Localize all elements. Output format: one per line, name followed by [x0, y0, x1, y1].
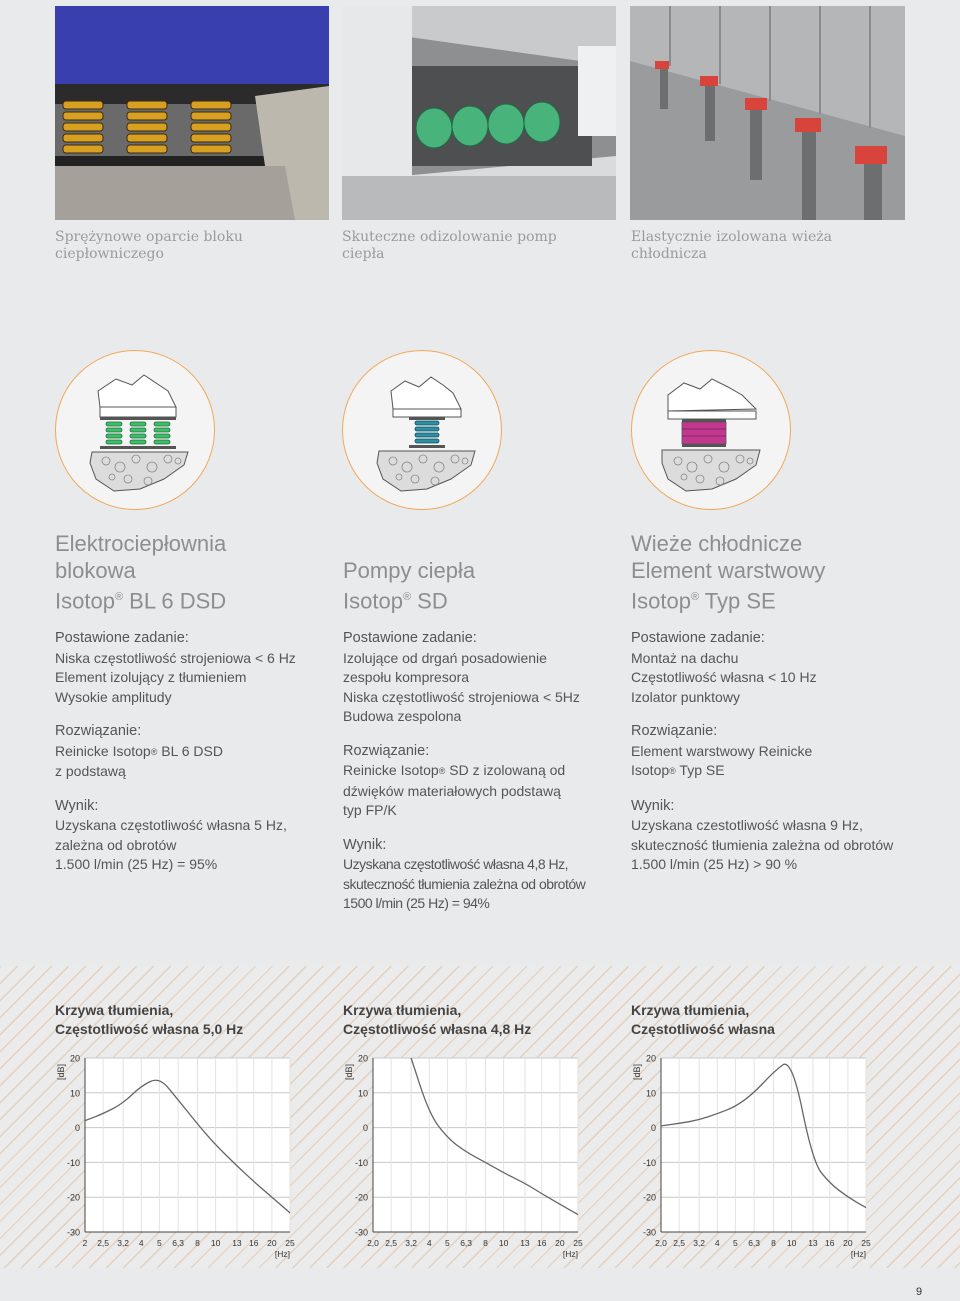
y-tick-label: 20	[645, 1053, 656, 1064]
damping-chart-2	[338, 1050, 588, 1260]
x-tick-label: 2,0	[367, 1238, 379, 1248]
y-tick-label: 20	[357, 1053, 368, 1064]
x-tick-label: 6,3	[748, 1238, 761, 1248]
x-axis-unit: [Hz]	[850, 1249, 866, 1259]
x-tick-label: 16	[249, 1238, 259, 1248]
x-tick-label: 8	[195, 1238, 200, 1248]
x-tick-label: 20	[267, 1238, 277, 1248]
x-tick-label: 13	[808, 1238, 818, 1248]
photo-heat-pumps	[342, 6, 616, 220]
photo-spring-support	[55, 6, 329, 220]
column-title: Wieże chłodnicze Element warstwowy Isotop® Typ SE	[631, 530, 826, 613]
x-tick-label: 6,3	[172, 1238, 185, 1248]
diagram-se-element	[631, 350, 791, 510]
solution-heading: Rozwiązanie:	[631, 723, 718, 739]
y-tick-label: -10	[354, 1157, 368, 1168]
x-tick-label: 8	[771, 1238, 776, 1248]
task-text: Montaż na dachu Częstotliwość własna < 10 Hz Izolator punktowy	[631, 649, 817, 705]
x-tick-label: 25	[573, 1238, 583, 1248]
x-tick-label: 3,2	[117, 1238, 130, 1248]
x-tick-label: 25	[861, 1238, 871, 1248]
y-tick-label: -10	[66, 1157, 80, 1168]
solution-heading: Rozwiązanie:	[343, 742, 430, 759]
x-tick-label: 8	[483, 1238, 488, 1248]
x-tick-label: 16	[537, 1238, 547, 1248]
y-tick-label: -20	[66, 1192, 80, 1203]
damping-chart-1	[50, 1050, 300, 1260]
x-tick-label: 4	[426, 1238, 432, 1248]
x-tick-label: 3,2	[405, 1238, 418, 1248]
result-heading: Wynik:	[343, 836, 387, 853]
x-tick-label: 10	[210, 1238, 221, 1248]
column-chp-plant	[55, 531, 345, 875]
x-axis-unit: [Hz]	[562, 1249, 578, 1259]
diagram-spring-element	[55, 350, 215, 510]
solution-text: Element warstwowy Reinicke Isotop® Typ SE	[631, 742, 813, 778]
column-cooling-towers	[631, 531, 921, 875]
solution-text: Reinicke Isotop® BL 6 DSD z podstawą	[55, 742, 223, 779]
chart-title-3: Krzywa tłumienia, Częstotliwość własna	[631, 1002, 775, 1037]
x-tick-label: 6,3	[460, 1238, 473, 1248]
x-tick-label: 16	[825, 1238, 835, 1248]
x-tick-label: 10	[786, 1238, 797, 1248]
result-text: Uzyskana częstotliwość własna 5 Hz, zależna od obrotów 1.500 l/min (25 Hz) = 95%	[55, 817, 287, 872]
task-text: Niska częstotliwość strojeniowa < 6 Hz Element izolujący z tłumieniem Wysokie amplitudy	[55, 649, 296, 705]
x-tick-label: 4	[714, 1238, 720, 1248]
chart-title-1: Krzywa tłumienia, Częstotliwość własna 5,0 Hz	[55, 1002, 244, 1037]
x-tick-label: 5	[445, 1238, 450, 1248]
column-heat-pumps	[343, 531, 633, 914]
y-tick-label: 0	[650, 1123, 656, 1134]
result-text: Uzyskana czestotliwość własna 9 Hz, skuteczność tłumienia zależna od obrotów 1.500 l/min (25 Hz) > 90 %	[631, 817, 894, 872]
photo-cooling-tower	[630, 6, 905, 220]
y-tick-label: 20	[69, 1053, 80, 1064]
chart-plot-area	[85, 1058, 290, 1232]
y-axis-label: [dB]	[632, 1063, 642, 1081]
x-tick-label: 2,0	[655, 1238, 667, 1248]
result-heading: Wynik:	[631, 797, 675, 814]
x-axis-unit: [Hz]	[274, 1249, 290, 1259]
x-tick-label: 25	[285, 1238, 295, 1248]
x-tick-label: 13	[232, 1238, 242, 1248]
y-tick-label: 0	[362, 1123, 368, 1134]
x-tick-label: 5	[733, 1238, 738, 1248]
x-tick-label: 2,5	[385, 1238, 398, 1248]
x-tick-label: 3,2	[693, 1238, 706, 1248]
chart-plot-area	[661, 1058, 866, 1232]
x-tick-label: 2	[82, 1238, 88, 1248]
y-tick-label: -30	[354, 1227, 368, 1238]
y-tick-label: 10	[357, 1088, 368, 1099]
x-tick-label: 5	[157, 1238, 162, 1248]
y-axis-label: [dB]	[344, 1063, 354, 1081]
x-tick-label: 4	[138, 1238, 144, 1248]
x-tick-label: 20	[843, 1238, 853, 1248]
x-tick-label: 10	[498, 1238, 509, 1248]
x-tick-label: 13	[520, 1238, 530, 1248]
result-text: Uzyskana częstotliwość własna 4,8 Hz, skuteczność tłumienia zależna od obrotów 1500 l/min (25 Hz) = 94%	[343, 856, 586, 911]
x-tick-label: 2,5	[97, 1238, 110, 1248]
y-tick-label: -10	[642, 1157, 656, 1168]
y-tick-label: -20	[642, 1192, 656, 1203]
chart-title-2: Krzywa tłumienia, Częstotliwość własna 4,8 Hz	[343, 1002, 532, 1037]
solution-text: Reinicke Isotop® SD z izolowaną od dźwięków materiałowych podstawą typ FP/K	[343, 762, 566, 818]
x-tick-label: 2,5	[673, 1238, 686, 1248]
y-tick-label: 0	[74, 1123, 80, 1134]
x-tick-label: 20	[555, 1238, 565, 1248]
chart-plot-area	[373, 1058, 578, 1232]
y-tick-label: -20	[354, 1192, 368, 1203]
task-heading: Postawione zadanie:	[55, 630, 189, 646]
diagram-sd-element	[342, 350, 502, 510]
y-tick-label: -30	[642, 1227, 656, 1238]
photo-caption-3: Elastycznie izolowana wieża chłodnicza	[631, 229, 833, 262]
task-text: Izolujące od drgań posadowienie zespołu kompresora Niska częstotliwość strojeniowa < 5Hz Budowa zespolona	[343, 649, 580, 724]
result-heading: Wynik:	[55, 797, 99, 814]
photo-caption-1: Sprężynowe oparcie bloku ciepłowniczego	[55, 229, 243, 262]
y-tick-label: -30	[66, 1227, 80, 1238]
y-axis-label: [dB]	[56, 1063, 66, 1081]
column-title: Pompy ciepła Isotop® SD	[343, 557, 476, 613]
page-number: 9	[916, 1286, 923, 1298]
solution-heading: Rozwiązanie:	[55, 723, 142, 739]
y-tick-label: 10	[645, 1088, 656, 1099]
damping-chart-3	[626, 1050, 876, 1260]
photo-caption-2: Skuteczne odizolowanie pomp ciepła	[342, 229, 557, 262]
y-tick-label: 10	[69, 1088, 80, 1099]
column-title: Elektrociepłownia blokowa Isotop® BL 6 DSD	[55, 530, 227, 613]
task-heading: Postawione zadanie:	[343, 630, 477, 646]
task-heading: Postawione zadanie:	[631, 630, 765, 646]
